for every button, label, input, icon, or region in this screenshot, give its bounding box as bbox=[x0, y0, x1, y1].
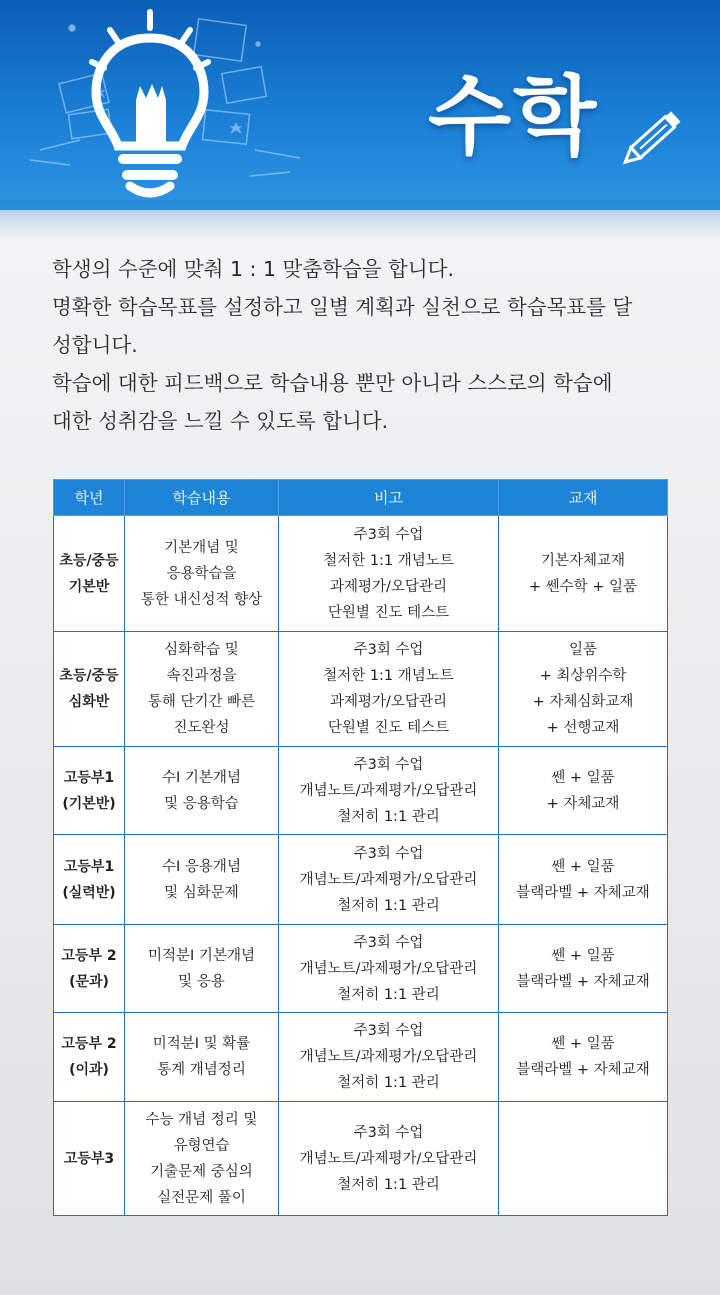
intro-line: 성합니다. bbox=[52, 333, 138, 357]
header-shadow bbox=[0, 200, 720, 240]
table-header-row bbox=[54, 480, 668, 516]
note-cell-line: 과제평가/오답관리 bbox=[330, 578, 447, 595]
content-cell-line: 및 심화문제 bbox=[164, 884, 239, 901]
note-cell bbox=[279, 835, 499, 925]
note-cell bbox=[279, 516, 499, 632]
note-cell-line: 주3회 수업 bbox=[353, 526, 424, 543]
content-cell-line: 심화학습 및 bbox=[164, 642, 239, 658]
header-note: 비고 bbox=[279, 480, 499, 516]
note-cell-line: 주3회 수업 bbox=[353, 934, 424, 951]
table-row bbox=[54, 632, 668, 747]
content-cell-line: 기출문제 중심의 bbox=[150, 1163, 253, 1180]
note-cell bbox=[279, 1013, 499, 1102]
note-cell-line: 개념노트/과제평가/오답관리 bbox=[299, 960, 478, 977]
note-cell-line: 철저히 1:1 관리 bbox=[337, 1075, 440, 1091]
note-cell-line: 철저한 1:1 개념노트 bbox=[323, 552, 454, 569]
note-cell-line: 과제평가/오답관리 bbox=[330, 694, 447, 710]
header-grade: 학년 bbox=[54, 480, 125, 516]
grade-cell-line: (실력반) bbox=[62, 884, 116, 901]
grade-cell-line: 초등/중등 bbox=[59, 668, 119, 684]
table-row bbox=[54, 835, 668, 925]
grade-cell bbox=[54, 1013, 125, 1102]
book-cell-line: + 자체교재 bbox=[546, 795, 620, 812]
intro-line: 대한 성취감을 느낄 수 있도록 합니다. bbox=[52, 409, 389, 433]
book-cell bbox=[499, 835, 668, 925]
intro-line: 학생의 수준에 맞춰 1 : 1 맞춤학습을 합니다. bbox=[52, 257, 454, 281]
grade-cell bbox=[54, 1102, 125, 1216]
book-cell-line: 쎈 + 일품 bbox=[551, 769, 615, 786]
note-cell-line: 주3회 수업 bbox=[353, 1023, 424, 1039]
grade-cell bbox=[54, 925, 125, 1013]
content-cell-line: 속진과정을 bbox=[166, 668, 237, 684]
note-cell-line: 주3회 수업 bbox=[353, 845, 424, 862]
book-cell-line: 쎈 + 일품 bbox=[551, 947, 615, 964]
note-cell-line: 철저히 1:1 관리 bbox=[337, 808, 440, 825]
grade-cell-line: 고등부1 bbox=[63, 858, 115, 875]
grade-cell-line: (이과) bbox=[69, 1062, 109, 1078]
content-cell bbox=[125, 1013, 279, 1102]
note-cell-line: 개념노트/과제평가/오답관리 bbox=[299, 1150, 478, 1167]
content-cell-line: 수능 개념 정리 및 bbox=[145, 1111, 258, 1128]
note-cell-line: 단원별 진도 테스트 bbox=[327, 720, 450, 736]
grade-cell bbox=[54, 747, 125, 835]
content-cell-line: 통해 단기간 빠른 bbox=[147, 694, 256, 710]
table-row bbox=[54, 516, 668, 632]
header-book: 교재 bbox=[499, 480, 668, 516]
content-cell-line: 진도완성 bbox=[173, 720, 230, 736]
book-cell bbox=[499, 1013, 668, 1102]
page-title: 수학 bbox=[428, 67, 599, 167]
book-cell-line: 기본자체교재 bbox=[540, 552, 626, 569]
note-cell-line: 철저한 1:1 개념노트 bbox=[323, 668, 454, 684]
content-cell bbox=[125, 632, 279, 747]
note-cell bbox=[279, 1102, 499, 1216]
note-cell-line: 개념노트/과제평가/오답관리 bbox=[299, 1049, 478, 1065]
grade-cell-line: 심화반 bbox=[68, 694, 110, 710]
lightbulb-icon bbox=[0, 0, 420, 210]
content-cell-line: 유형연습 bbox=[173, 1137, 230, 1154]
content-cell-line: 실전문제 풀이 bbox=[157, 1189, 246, 1206]
book-cell-line: 쎈 + 일품 bbox=[551, 1036, 615, 1052]
book-cell-line: 블랙라벨 + 자체교재 bbox=[516, 1062, 650, 1078]
book-cell-line: 블랙라벨 + 자체교재 bbox=[516, 973, 650, 990]
content-cell-line: 통계 개념정리 bbox=[157, 1062, 246, 1078]
content-cell bbox=[125, 835, 279, 925]
grade-cell-line: 초등/중등 bbox=[59, 552, 119, 569]
table-row bbox=[54, 925, 668, 1013]
book-cell-line: + 자체심화교재 bbox=[532, 694, 634, 710]
note-cell bbox=[279, 747, 499, 835]
table-row bbox=[54, 1013, 668, 1102]
table-row bbox=[54, 1102, 668, 1216]
curriculum-table bbox=[53, 479, 668, 1216]
note-cell-line: 철저히 1:1 관리 bbox=[337, 986, 440, 1003]
grade-cell-line: 고등부1 bbox=[63, 769, 115, 786]
content-cell-line: 응용학습을 bbox=[166, 565, 237, 582]
book-cell-line: + 선행교재 bbox=[546, 720, 620, 736]
header-content: 학습내용 bbox=[125, 480, 279, 516]
note-cell-line: 주3회 수업 bbox=[353, 642, 424, 658]
content-cell-line: 통한 내신성적 향상 bbox=[140, 591, 263, 608]
header-banner bbox=[0, 0, 720, 210]
book-cell bbox=[499, 632, 668, 747]
grade-cell-line: 고등부 2 bbox=[61, 1036, 117, 1052]
grade-cell bbox=[54, 632, 125, 747]
content-cell bbox=[125, 747, 279, 835]
note-cell-line: 철저히 1:1 관리 bbox=[337, 1176, 440, 1193]
grade-cell-line: (문과) bbox=[69, 973, 109, 990]
intro-line: 학습에 대한 피드백으로 학습내용 뿐만 아니라 스스로의 학습에 bbox=[52, 371, 613, 395]
content-cell bbox=[125, 925, 279, 1013]
note-cell-line: 개념노트/과제평가/오답관리 bbox=[299, 782, 478, 799]
table-body bbox=[54, 516, 668, 1216]
book-cell bbox=[499, 925, 668, 1013]
note-cell-line: 주3회 수업 bbox=[353, 1124, 424, 1141]
content-cell-line: 및 응용 bbox=[178, 973, 225, 990]
grade-cell bbox=[54, 835, 125, 925]
content-cell-line: 수Ⅰ 응용개념 bbox=[162, 858, 241, 875]
content-cell bbox=[125, 516, 279, 632]
grade-cell-line: 고등부3 bbox=[63, 1150, 115, 1167]
note-cell-line: 철저히 1:1 관리 bbox=[337, 897, 440, 914]
note-cell-line: 개념노트/과제평가/오답관리 bbox=[299, 871, 478, 888]
intro-line: 명확한 학습목표를 설정하고 일별 계획과 실천으로 학습목표를 달 bbox=[52, 295, 633, 319]
grade-cell-line: 고등부 2 bbox=[61, 947, 117, 964]
book-cell-line: + 최상위수학 bbox=[539, 668, 627, 684]
book-cell bbox=[499, 516, 668, 632]
pencil-icon bbox=[612, 98, 692, 178]
content-cell-line: 및 응용학습 bbox=[164, 795, 239, 812]
book-cell-line: 쎈 + 일품 bbox=[551, 858, 615, 875]
grade-cell-line: 기본반 bbox=[68, 578, 110, 595]
book-cell bbox=[499, 1102, 668, 1216]
note-cell bbox=[279, 632, 499, 747]
note-cell-line: 단원별 진도 테스트 bbox=[327, 604, 450, 621]
content-cell bbox=[125, 1102, 279, 1216]
book-cell-line: 일품 bbox=[568, 642, 597, 658]
content-cell-line: 수Ⅰ 기본개념 bbox=[162, 769, 241, 786]
content-cell-line: 기본개념 및 bbox=[164, 539, 239, 556]
note-cell bbox=[279, 925, 499, 1013]
intro-text bbox=[52, 250, 682, 440]
book-cell-line: + 쎈수학 + 일품 bbox=[528, 578, 638, 595]
grade-cell bbox=[54, 516, 125, 632]
book-cell bbox=[499, 747, 668, 835]
grade-cell-line: (기본반) bbox=[62, 795, 116, 812]
content-cell-line: 미적분Ⅰ 기본개념 bbox=[148, 947, 255, 964]
table-row bbox=[54, 747, 668, 835]
note-cell-line: 주3회 수업 bbox=[353, 756, 424, 773]
book-cell-line: 블랙라벨 + 자체교재 bbox=[516, 884, 650, 901]
content-cell-line: 미적분Ⅰ 및 확률 bbox=[152, 1036, 251, 1052]
